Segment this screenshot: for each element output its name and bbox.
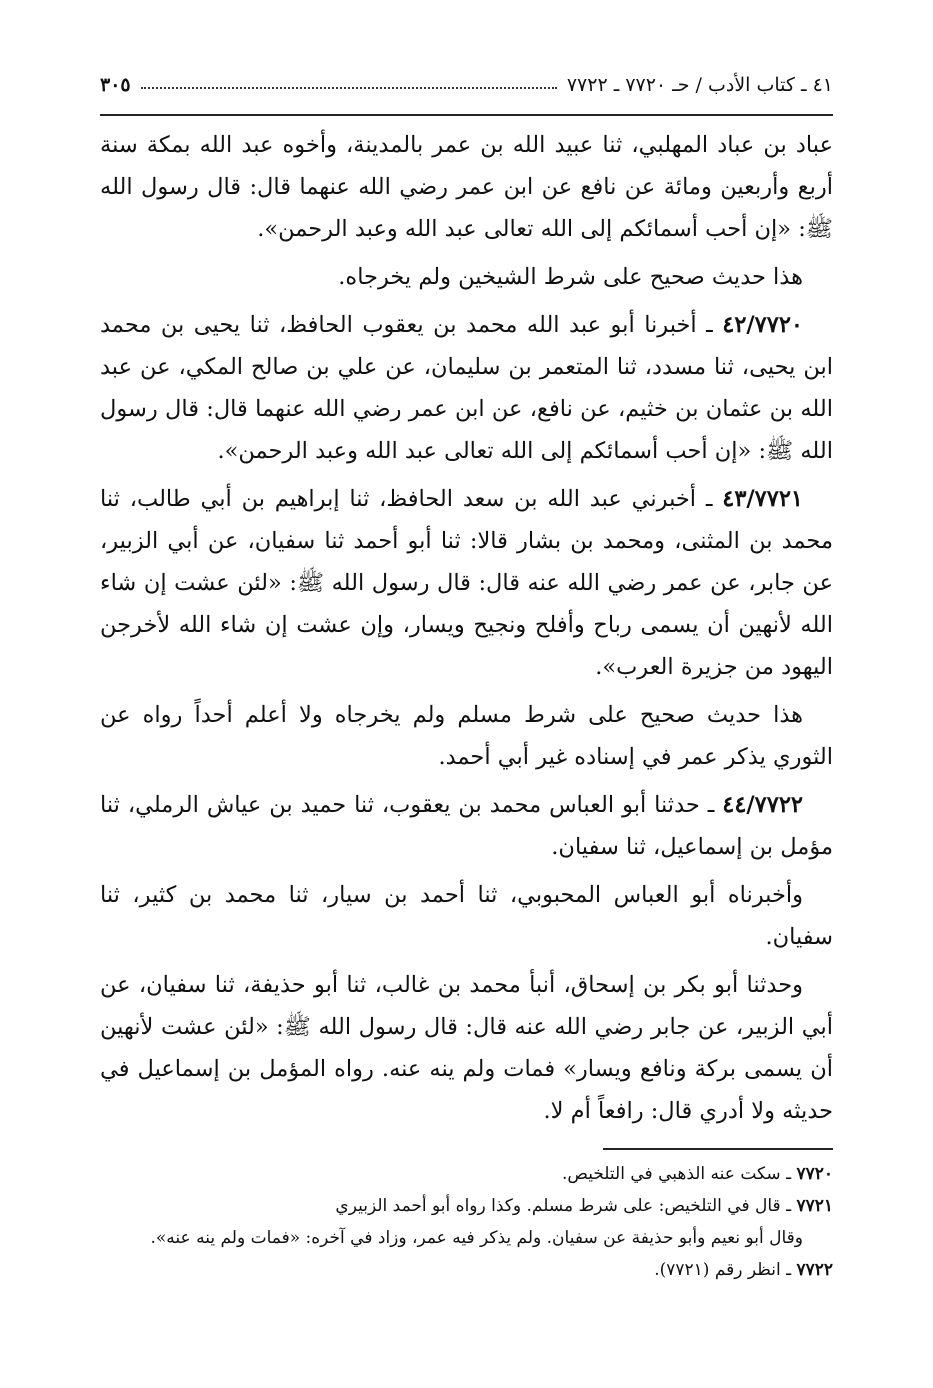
footnote-text: ـ انظر رقم (٧٧٢١). — [654, 1260, 797, 1280]
hadith-number: ٤٣/٧٧٢١ — [722, 486, 803, 512]
hadith-number: ٤٢/٧٧٢٠ — [722, 312, 803, 338]
paragraph — [100, 964, 833, 1132]
hadith-number: ٤٤/٧٧٢٢ — [722, 792, 803, 818]
footnote-number: ٧٧٢٠ — [796, 1164, 833, 1184]
footnote-text: ـ قال في التلخيص: على شرط مسلم. وكذا رواه أبو أحمد الزبيري — [335, 1196, 797, 1216]
paragraph — [100, 256, 833, 298]
paragraph-text: ـ أخبرنا أبو عبد الله محمد بن يعقوب الحافظ، ثنا يحيى بن محمد ابن يحيى، ثنا مسدد، ثنا المتعمر بن سليمان، عن علي بن صالح المكي، عن عبد الله بن عثمان بن خثيم، عن نافع، عن ابن عمر رضي الله عنهما قال: قال رسول الله ﷺ: «إن أحب أسمائكم إلى الله تعالى عبد الله وعبد الرحمن». — [100, 312, 833, 464]
paragraph — [100, 124, 833, 250]
paragraph-text: ـ حدثنا أبو العباس محمد بن يعقوب، ثنا حميد بن عياش الرملي، ثنا مؤمل بن إسماعيل، ثنا سفيان. — [100, 792, 833, 860]
paragraph-text: وحدثنا أبو بكر بن إسحاق، أنبأ محمد بن غالب، ثنا أبو حذيفة، ثنا سفيان، عن أبي الزبير، عن جابر رضي الله عنه قال: قال رسول الله ﷺ: «لئن عشت لأنهين أن يسمى بركة ونافع ويسار» فمات ولم ينه عنه. رواه المؤمل بن إسماعيل في حديثه ولا أدري قال: رافعاً أم لا. — [100, 972, 833, 1124]
main-text — [100, 124, 833, 1132]
page-number: ٣٠٥ — [100, 74, 131, 96]
paragraph — [100, 694, 833, 778]
paragraph — [100, 784, 833, 868]
paragraph — [100, 874, 833, 958]
running-title: ٤١ ـ كتاب الأدب / حـ ٧٧٢٠ ـ ٧٧٢٢ — [566, 74, 833, 96]
footnote-number: ٧٧٢١ — [796, 1196, 833, 1216]
footnote-number: ٧٧٢٢ — [796, 1260, 833, 1280]
footnote-divider — [603, 1148, 833, 1150]
footnote-text: وقال أبو نعيم وأبو حذيفة عن سفيان. ولم يذكر فيه عمر، وزاد في آخره: «فمات ولم ينه عنه». — [150, 1228, 803, 1248]
paragraph-text: هذا حديث صحيح على شرط مسلم ولم يخرجاه ولا أعلم أحداً رواه عن الثوري يذكر عمر في إسناده غير أبي أحمد. — [100, 702, 833, 770]
footnote — [100, 1222, 833, 1254]
paragraph-text: ـ أخبرني عبد الله بن سعد الحافظ، ثنا إبراهيم بن أبي طالب، ثنا محمد بن المثنى، ومحمد بن بشار قالا: ثنا أبو أحمد ثنا سفيان، عن أبي الزبير، عن جابر، عن عمر رضي الله عنه قال: قال رسول الله ﷺ: «لئن عشت إن شاء الله لأنهين أن يسمى رباح وأفلح ونجيح ويسار، وإن عشت إن شاء الله لأخرجن اليهود من جزيرة العرب». — [100, 486, 833, 680]
footnote — [100, 1190, 833, 1222]
running-header — [100, 60, 833, 116]
footnote — [100, 1158, 833, 1190]
footnotes — [100, 1158, 833, 1286]
footnote-text: ـ سكت عنه الذهبي في التلخيص. — [561, 1164, 797, 1184]
paragraph-text: عباد بن عباد المهلبي، ثنا عبيد الله بن عمر بالمدينة، وأخوه عبد الله بمكة سنة أربع وأربعين ومائة عن نافع عن ابن عمر رضي الله عنهما قال: قال رسول الله ﷺ: «إن أحب أسمائكم إلى الله تعالى عبد الله وعبد الرحمن». — [100, 132, 833, 242]
paragraph — [100, 478, 833, 688]
footnote — [100, 1254, 833, 1286]
paragraph — [100, 304, 833, 472]
dotted-leader — [141, 87, 557, 89]
paragraph-text: وأخبرناه أبو العباس المحبوبي، ثنا أحمد بن سيار، ثنا محمد بن كثير، ثنا سفيان. — [100, 882, 833, 950]
paragraph-text: هذا حديث صحيح على شرط الشيخين ولم يخرجاه. — [338, 264, 803, 290]
